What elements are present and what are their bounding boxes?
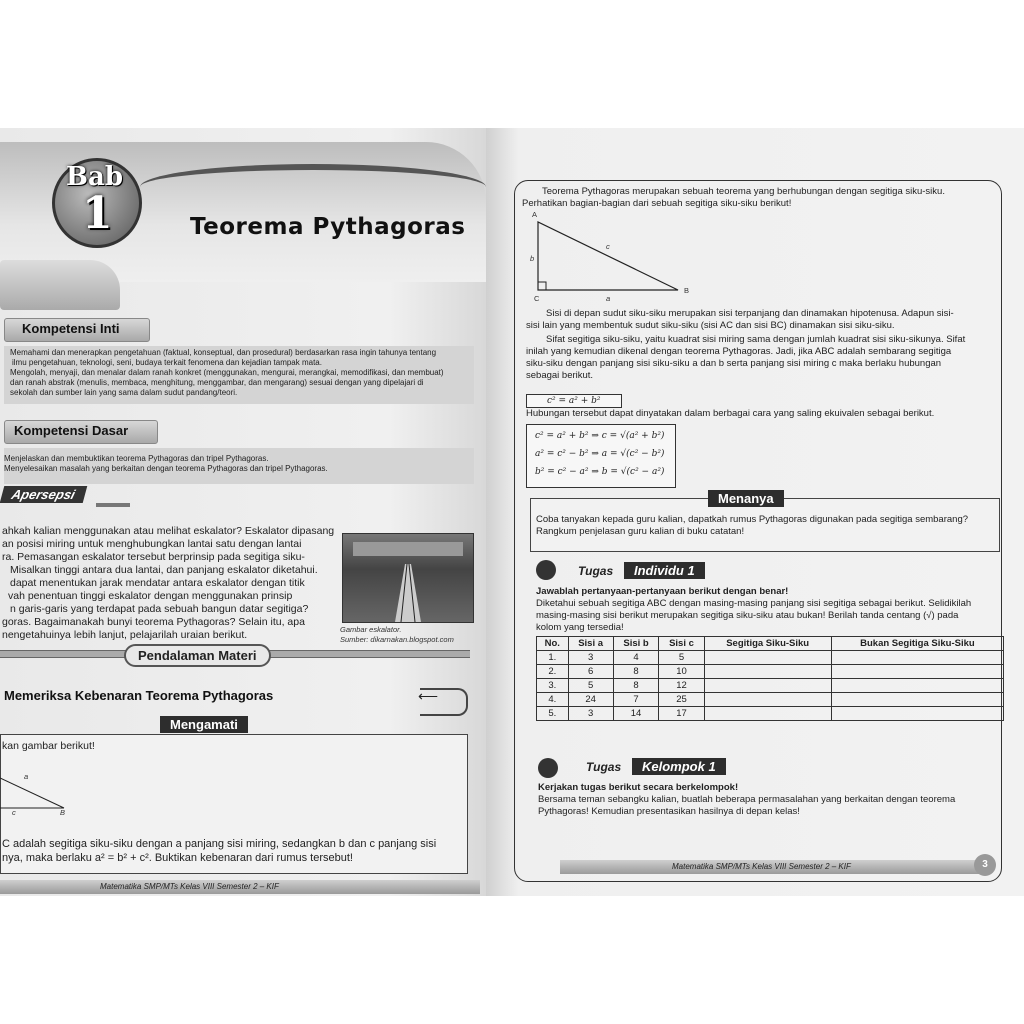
books-illustration <box>0 260 120 310</box>
header-bukan-siku-siku: Bukan Segitiga Siku-Siku <box>831 637 1003 651</box>
left-page <box>0 128 486 896</box>
cell-sisi-a: 3 <box>568 651 613 665</box>
chapter-title: Teorema Pythagoras <box>190 214 466 240</box>
pendalaman-materi-heading: Pendalaman Materi <box>124 644 271 667</box>
vertex-a-label: A <box>532 210 538 219</box>
cell-sisi-c: 10 <box>659 665 704 679</box>
cell-siku-siku[interactable] <box>704 679 831 693</box>
tugas-individu-heading: Individu 1 <box>624 562 705 579</box>
cell-no: 3. <box>537 679 569 693</box>
header-sisi-c: Sisi c <box>659 637 704 651</box>
side-b-label: b <box>530 254 535 263</box>
escalator-illustration <box>343 534 473 622</box>
header-sisi-b: Sisi b <box>613 637 659 651</box>
mengamati-line-1: C adalah segitiga siku-siku dengan a panjang sisi miring, sedangkan b dan c panjang sisi <box>2 838 437 850</box>
chapter-word: Bab <box>66 162 124 192</box>
kompetensi-dasar-text: Menjelaskan dan membuktikan teorema Pythagoras dan tripel Pythagoras. Menyelesaikan masalah yang berkaitan dengan teorema Pythagoras dan tripel Pythagoras. <box>4 454 328 473</box>
formula-c: c² = a² + b² ⇒ c = √(a² + b²) <box>535 431 665 441</box>
main-formula-box: c² = a² + b² <box>526 394 622 408</box>
intro-line-1: Teorema Pythagoras merupakan sebuah teorema yang berhubungan dengan segitiga siku-siku. <box>542 186 945 197</box>
cell-bukan-siku-siku[interactable] <box>831 693 1003 707</box>
table-row <box>537 651 1004 665</box>
mengamati-line-2: nya, maka berlaku a² = b² + c². Buktikan kebenaran dari rumus tersebut! <box>2 852 353 864</box>
tugas-kelompok-line-2: Pythagoras! Kemudian presentasikan hasilnya di depan kelas! <box>538 806 800 817</box>
sisi-table <box>536 636 1004 721</box>
cell-sisi-b: 7 <box>613 693 659 707</box>
cell-sisi-b: 8 <box>613 665 659 679</box>
apersepsi-heading: Apersepsi <box>0 486 87 503</box>
header-no: No. <box>537 637 569 651</box>
cell-no: 4. <box>537 693 569 707</box>
cell-sisi-b: 14 <box>613 707 659 721</box>
menanya-line-1: Coba tanyakan kepada guru kalian, dapatkah rumus Pythagoras digunakan pada segitiga sembarang? <box>536 514 969 525</box>
apersepsi-text: ahkah kalian menggunakan atau melihat eskalator? Eskalator dipasang an posisi miring untuk menghubungkan lantai satu dengan lantai ra. Pemasangan eskalator tersebut berprinsip pada segitiga siku- Misalkan tinggi antara dua lantai, dan panjang eskalator diketahui. dapat menentukan jarak mendatar antara eskalator dengan titik vah penentuan tinggi eskalator dengan menggunakan prinsip n garis-garis yang terdapat pada sebuah bangun datar segitiga? goras. Bagaimanakah bunyi teorema Pythagoras? Selain itu, apa nengetahuinya lebih lanjut, pelajarilah uraian berikut. <box>2 525 335 641</box>
kompetensi-inti-heading: Kompetensi Inti <box>22 321 120 336</box>
open-book <box>0 128 1024 896</box>
menanya-heading: Menanya <box>708 490 784 507</box>
tugas-individu-instruction: Jawablah pertanyaan-pertanyaan berikut dengan benar! <box>536 586 789 597</box>
cell-sisi-a: 6 <box>568 665 613 679</box>
right-triangle-figure <box>526 212 696 302</box>
vertex-c-label: C <box>534 294 540 303</box>
table-header-row <box>537 637 1004 651</box>
triangle-label-c: c <box>12 808 16 817</box>
cell-sisi-b: 8 <box>613 679 659 693</box>
header-sisi-a: Sisi a <box>568 637 613 651</box>
triangle-label-a: a <box>24 772 29 781</box>
side-c-label: c <box>606 242 610 251</box>
cell-bukan-siku-siku[interactable] <box>831 651 1003 665</box>
table-row <box>537 693 1004 707</box>
cell-no: 1. <box>537 651 569 665</box>
page-number: 3 <box>974 854 996 876</box>
photo-caption: Gambar eskalator. <box>340 625 402 634</box>
tugas-individu-label: Tugas <box>578 564 614 578</box>
tugas-individu-text: Diketahui sebuah segitiga ABC dengan masing-masing panjang sisi segitiga sebagai berikut. Selidikilah masing-masing sisi berikut merupakan segitiga siku-siku atau bukan! Berilah tanda centang (√) pada kolom yang tersedia! <box>536 598 972 633</box>
student-icon <box>538 758 558 778</box>
table-row <box>537 665 1004 679</box>
arrow-left-icon: ⟵ <box>418 688 439 704</box>
section-title: Memeriksa Kebenaran Teorema Pythagoras <box>4 688 274 703</box>
formula-b: b² = c² − a² ⇒ b = √(c² − a²) <box>535 467 665 477</box>
chapter-number: 1 <box>82 188 113 239</box>
cell-no: 2. <box>537 665 569 679</box>
cell-sisi-c: 5 <box>659 651 704 665</box>
cell-no: 5. <box>537 707 569 721</box>
cell-siku-siku[interactable] <box>704 693 831 707</box>
banner-swoosh <box>140 164 486 210</box>
equiv-intro: Hubungan tersebut dapat dinyatakan dalam berbagai cara yang saling ekuivalen sebagai berikut. <box>526 408 935 419</box>
right-page <box>486 128 1024 896</box>
cell-sisi-c: 12 <box>659 679 704 693</box>
tugas-kelompok-instruction: Kerjakan tugas berikut secara berkelompok! <box>538 782 739 793</box>
photo-source: Sumber: dikarnakan.blogspot.com <box>340 635 454 644</box>
table-row <box>537 707 1004 721</box>
cell-bukan-siku-siku[interactable] <box>831 665 1003 679</box>
menanya-line-2: Rangkum penjelasan guru kalian di buku catatan! <box>536 526 745 537</box>
cell-sisi-a: 5 <box>568 679 613 693</box>
tugas-kelompok-label: Tugas <box>586 760 622 774</box>
tugas-kelompok-line-1: Bersama teman sebangku kalian, buatlah beberapa permasalahan yang berkaitan dengan teorema <box>538 794 956 805</box>
kompetensi-dasar-heading: Kompetensi Dasar <box>14 423 129 438</box>
cell-sisi-a: 3 <box>568 707 613 721</box>
cell-bukan-siku-siku[interactable] <box>831 679 1003 693</box>
header-siku-siku: Segitiga Siku-Siku <box>704 637 831 651</box>
hipotenusa-paragraph: Sisi di depan sudut siku-siku merupakan sisi terpanjang dan dinamakan hipotenusa. Adapun sisi- sisi lain yang membentuk sudut siku-siku (sisi AC dan sisi BC) dinamakan sisi siku-siku. <box>526 308 954 331</box>
right-footer-text: Matematika SMP/MTs Kelas VIII Semester 2 – KIF <box>672 862 851 871</box>
table-row <box>537 679 1004 693</box>
vertex-b-label: B <box>684 286 690 295</box>
cell-sisi-b: 4 <box>613 651 659 665</box>
cell-sisi-c: 17 <box>659 707 704 721</box>
cell-bukan-siku-siku[interactable] <box>831 707 1003 721</box>
formula-box <box>526 424 676 488</box>
sifat-paragraph: Sifat segitiga siku-siku, yaitu kuadrat sisi miring sama dengan jumlah kuadrat sisi siku-sikunya. Sifat inilah yang kemudian dikenal dengan teorema Pythagoras. Jadi, jika ABC adalah sembarang segitiga siku-siku dengan panjang sisi siku-siku a dan b serta panjang sisi miring c maka berlaku hubungan sebagai berikut. <box>526 334 966 381</box>
intro-line-2: Perhatikan bagian-bagian dari sebuah segitiga siku-siku berikut! <box>522 198 792 209</box>
formula-a: a² = c² − b² ⇒ a = √(c² − b²) <box>535 449 665 459</box>
left-footer-text: Matematika SMP/MTs Kelas VIII Semester 2 – KIF <box>100 882 279 891</box>
cell-siku-siku[interactable] <box>704 707 831 721</box>
cell-siku-siku[interactable] <box>704 665 831 679</box>
escalator-photo <box>342 533 474 623</box>
student-icon <box>536 560 556 580</box>
cell-sisi-c: 25 <box>659 693 704 707</box>
apersepsi-deco <box>96 503 130 507</box>
side-a-label: a <box>606 294 611 303</box>
mengamati-instruction: kan gambar berikut! <box>2 740 95 752</box>
tugas-kelompok-heading: Kelompok 1 <box>632 758 726 775</box>
cell-siku-siku[interactable] <box>704 651 831 665</box>
mengamati-heading: Mengamati <box>160 716 248 733</box>
cell-sisi-a: 24 <box>568 693 613 707</box>
triangle-label-b: B <box>60 808 66 817</box>
kompetensi-inti-text: Memahami dan menerapkan pengetahuan (faktual, konseptual, dan prosedural) berdasarkan rasa ingin tahunya tentang ilmu pengetahuan, teknologi, seni, budaya terkait fenomena dan kejadian tampak mata. Mengolah, menyaji, dan menalar dalam ranah konkret (menggunakan, mengurai, merangkai, memodifikasi, dan membuat) dan ranah abstrak (menulis, membaca, menghitung, menggambar, dan mengarang) sesuai dengan yang dipelajari di sekolah dan sumber lain yang sama dalam sudut pandang/teori. <box>10 348 444 397</box>
